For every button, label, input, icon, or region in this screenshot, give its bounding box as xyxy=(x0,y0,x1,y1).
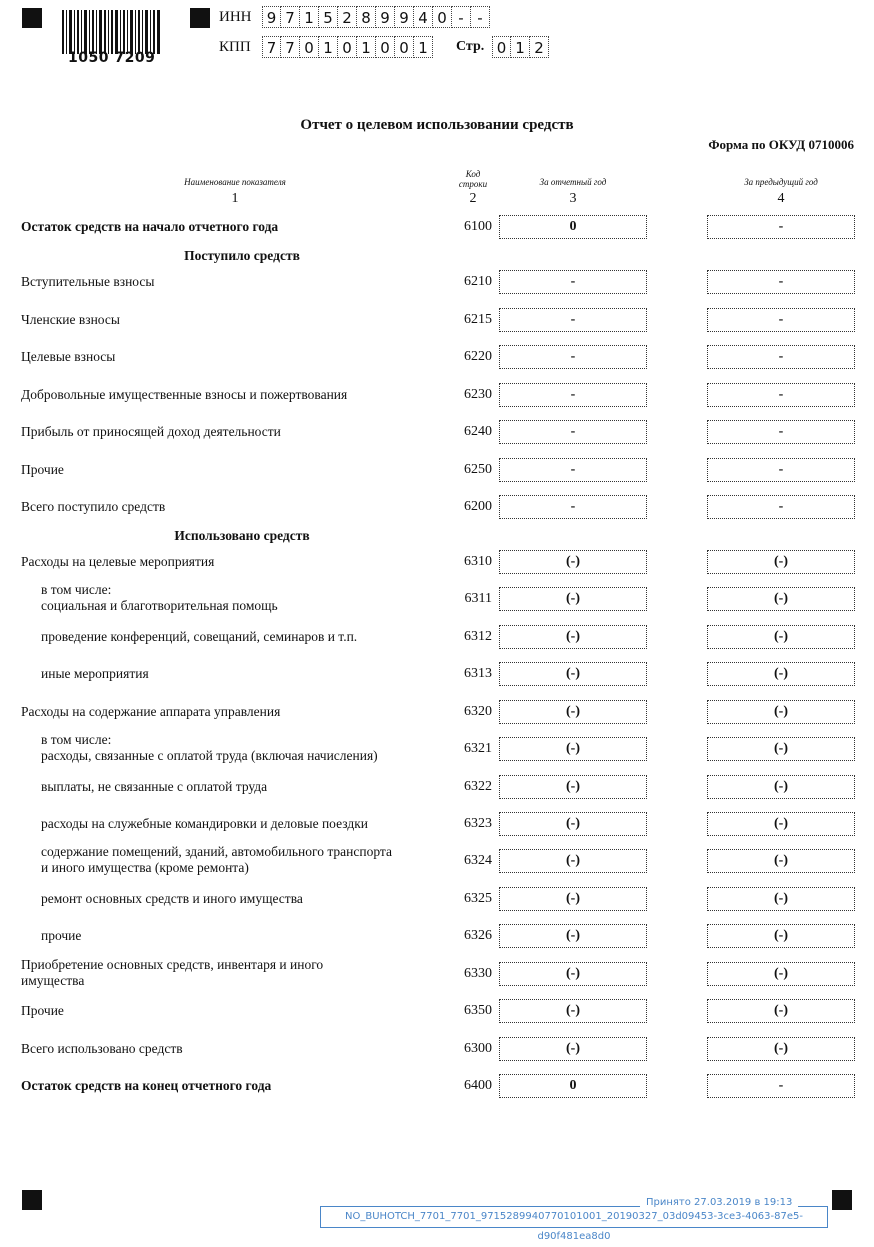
row-label xyxy=(21,554,214,570)
row-label xyxy=(21,704,280,720)
current-year-value: (-) xyxy=(499,550,647,574)
inn-cells xyxy=(262,6,490,28)
previous-year-value: - xyxy=(707,383,855,407)
kpp-digit-cell: 1 xyxy=(414,36,433,58)
corner-marker-top-left xyxy=(22,8,42,28)
inn-digit-cell: 8 xyxy=(357,6,376,28)
current-year-value: - xyxy=(499,458,647,482)
row-code: 6240 xyxy=(464,424,492,439)
row-code: 6326 xyxy=(464,928,492,943)
row-label xyxy=(21,499,165,515)
row-label xyxy=(21,349,115,365)
previous-year-value: - xyxy=(707,495,855,519)
corner-marker-top-right xyxy=(190,8,210,28)
acceptance-stamp xyxy=(320,1206,828,1242)
current-year-value: - xyxy=(499,420,647,444)
row-label xyxy=(21,462,64,478)
col2-number: 2 xyxy=(469,191,477,206)
row-label-line1: Расходы на содержание аппарата управления xyxy=(21,704,281,719)
row-label xyxy=(21,1041,183,1057)
previous-year-value: (-) xyxy=(707,737,855,761)
row-code: 6311 xyxy=(464,591,492,606)
row-code: 6325 xyxy=(464,891,492,906)
row-label xyxy=(21,957,323,989)
col3-number: 3 xyxy=(569,191,577,206)
row-code: 6230 xyxy=(464,387,492,402)
row-label-line1: содержание помещений, зданий, автомобильного транспорта xyxy=(41,844,392,859)
row-label xyxy=(21,219,278,235)
barcode-number: 1050 7209 xyxy=(68,50,156,66)
inn-digit-cell: 9 xyxy=(395,6,414,28)
report-title: Отчет о целевом использовании средств xyxy=(300,117,574,133)
col2-header-line1: Код xyxy=(465,169,481,179)
row-label-line1: расходы на служебные командировки и деловые поездки xyxy=(41,816,368,831)
row-label-line1: иные мероприятия xyxy=(41,666,149,681)
col4-number: 4 xyxy=(777,191,785,206)
row-label-line1: прочие xyxy=(41,928,82,943)
page-digit-cell: 0 xyxy=(492,36,511,58)
row-label-line1: Прибыль от приносящей доход деятельности xyxy=(21,424,281,439)
kpp-digit-cell: 0 xyxy=(395,36,414,58)
row-label-line1: проведение конференций, совещаний, семинаров и т.п. xyxy=(41,629,358,644)
page-digit-cell: 1 xyxy=(511,36,530,58)
current-year-value: - xyxy=(499,345,647,369)
row-label xyxy=(21,424,281,440)
row-code: 6322 xyxy=(464,779,492,794)
previous-year-value: - xyxy=(707,458,855,482)
row-code: 6323 xyxy=(464,816,492,831)
inn-digit-cell: 4 xyxy=(414,6,433,28)
inn-digit-cell: 9 xyxy=(262,6,281,28)
row-code: 6321 xyxy=(464,741,492,756)
current-year-value: - xyxy=(499,383,647,407)
previous-year-value: - xyxy=(707,308,855,332)
row-code: 6210 xyxy=(464,274,492,289)
row-label-line1: Остаток средств на начало отчетного года xyxy=(21,219,279,234)
row-label-line1: в том числе: xyxy=(41,582,112,597)
col3-header: За отчетный год xyxy=(539,177,607,187)
row-label-line2: социальная и благотворительная помощь xyxy=(41,598,278,613)
section-used: Использовано средств xyxy=(174,528,310,543)
row-label xyxy=(41,666,149,682)
row-label xyxy=(21,387,347,403)
previous-year-value: (-) xyxy=(707,812,855,836)
previous-year-value: (-) xyxy=(707,849,855,873)
row-code: 6215 xyxy=(464,312,492,327)
page-number-cells xyxy=(492,36,549,58)
previous-year-value: - xyxy=(707,420,855,444)
current-year-value: (-) xyxy=(499,924,647,948)
row-label xyxy=(21,274,154,290)
row-code: 6250 xyxy=(464,462,492,477)
row-code: 6313 xyxy=(464,666,492,681)
previous-year-value: (-) xyxy=(707,962,855,986)
row-label-line1: Вступительные взносы xyxy=(21,274,155,289)
kpp-digit-cell: 0 xyxy=(376,36,395,58)
previous-year-value: (-) xyxy=(707,587,855,611)
row-label xyxy=(21,1003,64,1019)
row-label-line1: Членские взносы xyxy=(21,312,120,327)
corner-marker-bottom-right xyxy=(832,1190,852,1210)
row-label-line1: Расходы на целевые мероприятия xyxy=(21,554,215,569)
inn-digit-cell: 5 xyxy=(319,6,338,28)
col1-number: 1 xyxy=(231,191,239,206)
kpp-digit-cell: 1 xyxy=(319,36,338,58)
inn-digit-cell: 2 xyxy=(338,6,357,28)
row-label-line1: выплаты, не связанные с оплатой труда xyxy=(41,779,268,794)
current-year-value: - xyxy=(499,495,647,519)
previous-year-value: (-) xyxy=(707,924,855,948)
previous-year-value: (-) xyxy=(707,775,855,799)
previous-year-value: (-) xyxy=(707,550,855,574)
row-label-line1: Прочие xyxy=(21,462,64,477)
row-label xyxy=(41,844,392,876)
row-code: 6300 xyxy=(464,1041,492,1056)
row-label xyxy=(41,816,368,832)
current-year-value: (-) xyxy=(499,887,647,911)
section-received: Поступило средств xyxy=(184,248,300,263)
row-label-line2: расходы, связанные с оплатой труда (включая начисления) xyxy=(41,748,378,763)
current-year-value: (-) xyxy=(499,999,647,1023)
kpp-cells xyxy=(262,36,433,58)
page-digit-cell: 2 xyxy=(530,36,549,58)
inn-digit-cell: - xyxy=(471,6,490,28)
row-label xyxy=(21,1078,271,1094)
kpp-label: КПП xyxy=(219,39,251,55)
row-label xyxy=(41,928,81,944)
row-code: 6400 xyxy=(464,1078,492,1093)
row-label xyxy=(41,779,267,795)
row-label xyxy=(41,629,357,645)
row-code: 6330 xyxy=(464,966,492,981)
current-year-value: 0 xyxy=(499,1074,647,1098)
kpp-digit-cell: 0 xyxy=(300,36,319,58)
row-code: 6220 xyxy=(464,349,492,364)
current-year-value: (-) xyxy=(499,962,647,986)
row-label-line1: Добровольные имущественные взносы и пожертвования xyxy=(21,387,348,402)
col2-header xyxy=(450,169,496,189)
current-year-value: (-) xyxy=(499,775,647,799)
previous-year-value: (-) xyxy=(707,700,855,724)
stamp-filename: NO_BUHOTCH_7701_7701_9715289940770101001_20190327_03d09453-3ce3-4063-87e5-d90f481ea8d0 xyxy=(344,1211,803,1242)
corner-marker-bottom-left xyxy=(22,1190,42,1210)
row-label xyxy=(41,732,378,764)
current-year-value: (-) xyxy=(499,587,647,611)
stamp-accepted-date: Принято 27.03.2019 в 19:13 xyxy=(640,1197,798,1208)
current-year-value: (-) xyxy=(499,700,647,724)
row-code: 6350 xyxy=(464,1003,492,1018)
row-label xyxy=(21,312,120,328)
row-label xyxy=(41,891,303,907)
previous-year-value: (-) xyxy=(707,662,855,686)
previous-year-value: - xyxy=(707,270,855,294)
row-label-line1: Всего использовано средств xyxy=(21,1041,183,1056)
kpp-digit-cell: 7 xyxy=(262,36,281,58)
inn-digit-cell: - xyxy=(452,6,471,28)
row-label xyxy=(41,582,278,614)
row-code: 6320 xyxy=(464,704,492,719)
row-code: 6312 xyxy=(464,629,492,644)
kpp-digit-cell: 7 xyxy=(281,36,300,58)
col2-header-line2: строки xyxy=(458,179,488,189)
current-year-value: - xyxy=(499,308,647,332)
page-label: Стр. xyxy=(456,39,485,54)
inn-digit-cell: 0 xyxy=(433,6,452,28)
row-label-line1: Всего поступило средств xyxy=(21,499,166,514)
row-code: 6100 xyxy=(464,219,492,234)
row-label-line1: в том числе: xyxy=(41,732,112,747)
current-year-value: (-) xyxy=(499,662,647,686)
previous-year-value: (-) xyxy=(707,887,855,911)
col1-header: Наименование показателя xyxy=(184,177,286,187)
row-label-line1: Прочие xyxy=(21,1003,64,1018)
current-year-value: (-) xyxy=(499,625,647,649)
row-label-line1: Остаток средств на конец отчетного года xyxy=(21,1078,272,1093)
previous-year-value: - xyxy=(707,1074,855,1098)
previous-year-value: (-) xyxy=(707,999,855,1023)
inn-digit-cell: 9 xyxy=(376,6,395,28)
current-year-value: (-) xyxy=(499,812,647,836)
row-label-line2: и иного имущества (кроме ремонта) xyxy=(41,860,249,875)
inn-digit-cell: 7 xyxy=(281,6,300,28)
kpp-digit-cell: 0 xyxy=(338,36,357,58)
row-label-line1: Целевые взносы xyxy=(21,349,116,364)
current-year-value: 0 xyxy=(499,215,647,239)
barcode xyxy=(62,10,160,54)
previous-year-value: (-) xyxy=(707,625,855,649)
row-label-line1: Приобретение основных средств, инвентаря и иного xyxy=(21,957,324,972)
row-code: 6200 xyxy=(464,499,492,514)
inn-label: ИНН xyxy=(219,9,252,25)
current-year-value: - xyxy=(499,270,647,294)
previous-year-value: - xyxy=(707,215,855,239)
current-year-value: (-) xyxy=(499,849,647,873)
kpp-digit-cell: 1 xyxy=(357,36,376,58)
current-year-value: (-) xyxy=(499,1037,647,1061)
row-code: 6310 xyxy=(464,554,492,569)
previous-year-value: - xyxy=(707,345,855,369)
current-year-value: (-) xyxy=(499,737,647,761)
inn-digit-cell: 1 xyxy=(300,6,319,28)
col4-header: За предыдущий год xyxy=(744,177,818,187)
row-label-line1: ремонт основных средств и иного имущества xyxy=(41,891,303,906)
row-label-line2: имущества xyxy=(21,973,85,988)
row-code: 6324 xyxy=(464,853,492,868)
form-code: Форма по ОКУД 0710006 xyxy=(708,137,854,152)
previous-year-value: (-) xyxy=(707,1037,855,1061)
